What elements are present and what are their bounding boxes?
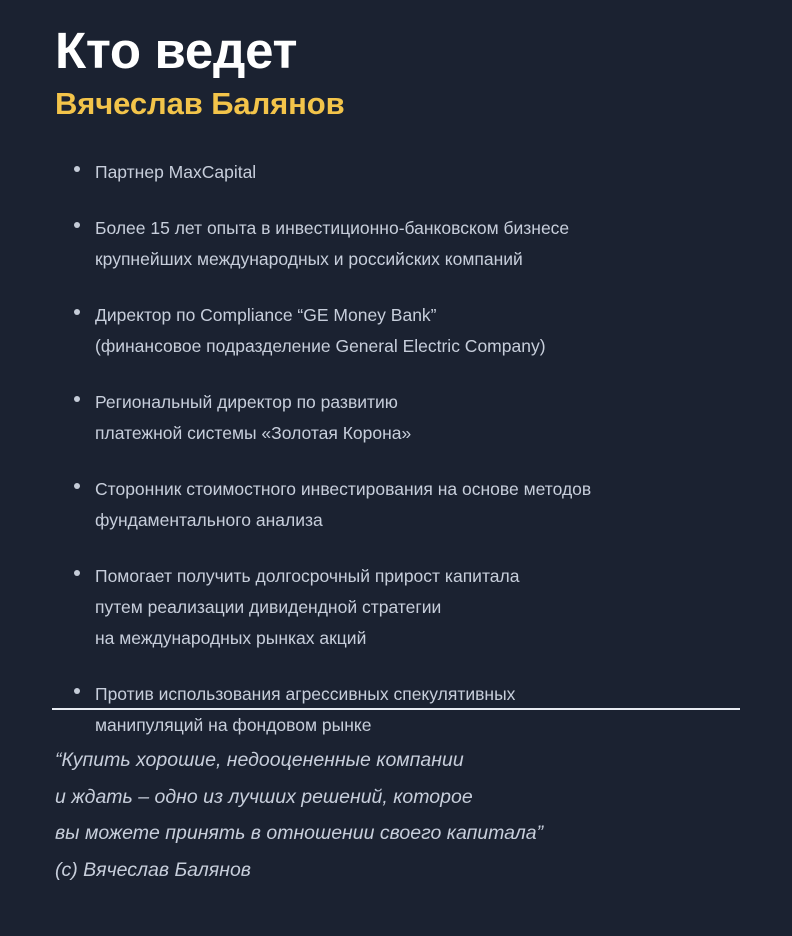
bullet-dot-icon xyxy=(74,309,80,315)
section-divider xyxy=(52,708,740,710)
list-item-line: Более 15 лет опыта в инвестиционно-банковском бизнесе xyxy=(95,218,570,239)
list-item-line: Сторонник стоимостного инвестирования на основе методов xyxy=(95,479,592,500)
bullet-dot-icon xyxy=(74,166,80,172)
list-item xyxy=(0,213,792,275)
list-item-line: крупнейших международных и российских компаний xyxy=(95,249,523,270)
slide-header xyxy=(0,0,792,122)
list-item-line: на международных рынках акций xyxy=(95,628,367,649)
list-item-line: платежной системы «Золотая Корона» xyxy=(95,423,412,444)
list-item-line: Помогает получить долгосрочный прирост капитала xyxy=(95,566,520,587)
bullet-dot-icon xyxy=(74,222,80,228)
bio-bullet-list xyxy=(0,157,792,741)
list-item xyxy=(0,387,792,449)
list-item-line: Против использования агрессивных спекулятивных xyxy=(95,684,516,705)
list-item-line: манипуляций на фондовом рынке xyxy=(95,715,372,736)
quote-attribution: (с) Вячеслав Балянов xyxy=(55,858,251,881)
quote-line: “Купить хорошие, недооцененные компании xyxy=(55,749,464,771)
list-item xyxy=(0,474,792,536)
bullet-dot-icon xyxy=(74,688,80,694)
bullet-dot-icon xyxy=(74,483,80,489)
quote-line: и ждать – одно из лучших решений, которое xyxy=(55,785,473,808)
list-item xyxy=(0,679,792,741)
list-item-line: Партнер MaxCapital xyxy=(95,162,257,183)
list-item-line: путем реализации дивидендной стратегии xyxy=(95,597,442,618)
list-item-line: фундаментального анализа xyxy=(95,510,323,531)
list-item-line: Директор по Compliance “GE Money Bank” xyxy=(95,305,437,326)
list-item-line: (финансовое подразделение General Electric Company) xyxy=(95,336,546,357)
page-subtitle: Вячеслав Балянов xyxy=(55,86,345,122)
list-item xyxy=(0,157,792,188)
quote-block xyxy=(55,742,755,888)
bullet-dot-icon xyxy=(74,570,80,576)
page-title: Кто ведет xyxy=(55,22,298,79)
quote-text xyxy=(55,742,755,852)
list-item xyxy=(0,300,792,362)
bullet-dot-icon xyxy=(74,396,80,402)
list-item-line: Региональный директор по развитию xyxy=(95,392,398,413)
list-item xyxy=(0,561,792,654)
quote-line: вы можете принять в отношении своего капитала” xyxy=(55,822,544,844)
